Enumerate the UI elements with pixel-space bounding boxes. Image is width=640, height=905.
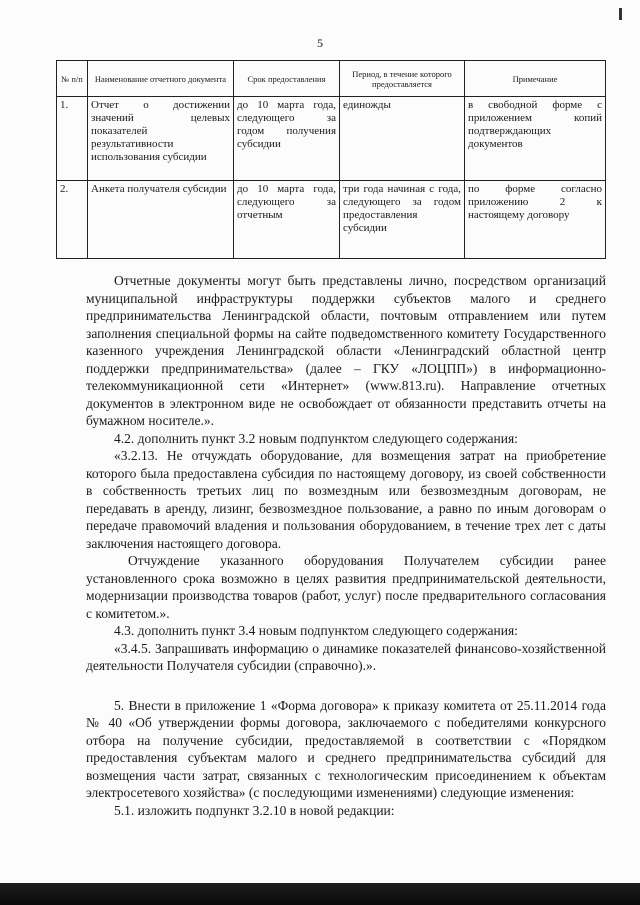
paragraph-reporting: Отчетные документы могут быть представлены лично, посредством организаций муниципальной инфраструктуры поддержки субъектов малого и среднего предпринимательства Ленинградской области, почтовым отправлением или путем заполнения специальной формы на сайте подведомственного комитету Государственного казенного учреждения Ленинградской области «Ленинградский областной центр поддержки предпринимательства» (далее – ГКУ «ЛОЦПП») в информационно-телекоммуникационной сети «Интернет» (www.813.ru). Направление отчетных документов в электронном виде не освобождает от обязанности представить отчеты на бумажном носителе.». — [86, 273, 606, 428]
cell-name: Анкета получателя субсидии — [88, 181, 234, 259]
cell-term: до 10 марта года, следующего за годом получения субсидии — [234, 97, 340, 181]
cell-name: Отчет о достижении значений целевых показателей результативности использования субсидии — [88, 97, 234, 181]
table-header-row — [57, 61, 606, 97]
page-number: 5 — [317, 36, 323, 50]
paragraph-3-4-5: «3.4.5. Запрашивать информацию о динамике показателей финансово-хозяйственной деятельности Получателя субсидии (справочно).». — [86, 640, 606, 673]
paragraph-alienation: Отчуждение указанного оборудования Получателем субсидии ранее установленного срока возможно в целях развития предпринимательской деятельности, модернизации производства товаров (работ, услуг) после предварительного согласования с комитетом.». — [86, 553, 606, 621]
reporting-documents-table — [56, 60, 606, 259]
cell-num: 1. — [57, 97, 88, 181]
cell-note: в свободной форме с приложением копий подтверждающих документов — [465, 97, 606, 181]
cell-term: до 10 марта года, следующего за отчетным — [234, 181, 340, 259]
document-body — [86, 272, 606, 819]
cell-note: по форме согласно приложению 2 к настоящему договору — [465, 181, 606, 259]
paragraph-4-2: 4.2. дополнить пункт 3.2 новым подпунктом следующего содержания: — [114, 430, 518, 446]
header-term: Срок предоставления — [234, 61, 340, 97]
spacer — [86, 675, 606, 697]
table-row — [57, 97, 606, 181]
header-period: Период, в течение которого предоставляется — [340, 61, 465, 97]
table-row — [57, 181, 606, 259]
cell-num: 2. — [57, 181, 88, 259]
cell-period: единожды — [340, 97, 465, 181]
scan-border — [0, 883, 640, 905]
header-name: Наименование отчетного документа — [88, 61, 234, 97]
header-num: № п/п — [57, 61, 88, 97]
paragraph-4-3: 4.3. дополнить пункт 3.4 новым подпунктом следующего содержания: — [114, 623, 518, 638]
paragraph-3-2-13: «3.2.13. Не отчуждать оборудование, для возмещения затрат на приобретение которого была предоставлена субсидия по настоящему договору, из своей собственности в собственность третьих лиц по возмездным или безвозмездным договорам, не передавать в аренду, лизинг, безвозмездное пользование, а равно по иным договорам о передаче правомочий владения и пользования оборудованием, в течение трех лет с даты заключения настоящего договора. — [86, 448, 606, 551]
cell-period: три года начиная с года, следующего за годом предоставления субсидии — [340, 181, 465, 259]
scan-mark — [619, 8, 622, 20]
header-note: Примечание — [465, 61, 606, 97]
paragraph-5: 5. Внести в приложение 1 «Форма договора» к приказу комитета от 25.11.2014 года № 40 «Об утверждении формы договора, заключаемого с победителями конкурсного отбора на получение субсидии, предоставляемой в соответствии с «Порядком предоставления субъектам малого и среднего предпринимательства субсидий для возмещения части затрат, связанных с технологическим присоединением к объектам электросетевого хозяйства» (с последующими изменениями) следующие изменения: — [86, 697, 606, 800]
paragraph-5-1: 5.1. изложить подпункт 3.2.10 в новой редакции: — [114, 802, 395, 818]
